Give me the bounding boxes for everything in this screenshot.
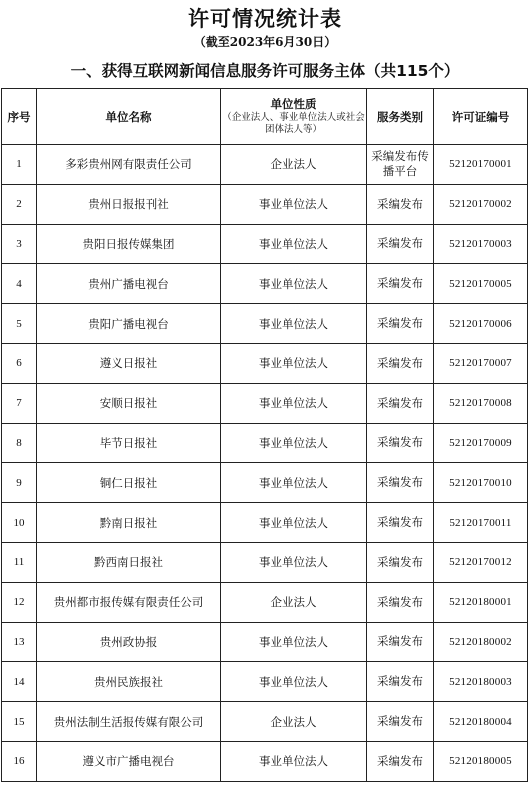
cell-service: 采编发布 — [367, 383, 434, 423]
cell-nature: 企业法人 — [221, 702, 367, 742]
cell-name: 遵义市广播电视台 — [37, 741, 221, 781]
cell-nature: 事业单位法人 — [221, 463, 367, 503]
table-row — [2, 582, 528, 622]
cell-nature: 企业法人 — [221, 582, 367, 622]
cell-no: 6 — [2, 343, 37, 383]
cell-no: 16 — [2, 741, 37, 781]
header-nature-note: （企业法人、事业单位法人或社会团体法人等） — [222, 112, 365, 135]
cell-service: 采编发布 — [367, 224, 434, 264]
table-row — [2, 503, 528, 543]
cell-service: 采编发布 — [367, 662, 434, 702]
cell-service: 采编发布 — [367, 264, 434, 304]
cell-license: 52120170009 — [434, 423, 528, 463]
cell-name: 黔西南日报社 — [37, 542, 221, 582]
table-row — [2, 224, 528, 264]
cell-no: 14 — [2, 662, 37, 702]
cell-license: 52120180001 — [434, 582, 528, 622]
cell-license: 52120170012 — [434, 542, 528, 582]
cell-name: 贵阳日报传媒集团 — [37, 224, 221, 264]
table-row — [2, 423, 528, 463]
cell-name: 贵州法制生活报传媒有限公司 — [37, 702, 221, 742]
cell-service: 采编发布 — [367, 622, 434, 662]
cell-nature: 事业单位法人 — [221, 741, 367, 781]
cell-service: 采编发布 — [367, 702, 434, 742]
cell-no: 4 — [2, 264, 37, 304]
cell-license: 52120170008 — [434, 383, 528, 423]
cell-nature: 事业单位法人 — [221, 343, 367, 383]
cell-service: 采编发布 — [367, 542, 434, 582]
cell-service: 采编发布 — [367, 503, 434, 543]
cell-name: 贵州日报报刊社 — [37, 184, 221, 224]
cell-license: 52120170002 — [434, 184, 528, 224]
cell-name: 遵义日报社 — [37, 343, 221, 383]
cell-nature: 事业单位法人 — [221, 224, 367, 264]
table-row — [2, 741, 528, 781]
cell-nature: 企业法人 — [221, 145, 367, 185]
cell-nature: 事业单位法人 — [221, 383, 367, 423]
cell-license: 52120170005 — [434, 264, 528, 304]
cell-service: 采编发布 — [367, 423, 434, 463]
cell-no: 15 — [2, 702, 37, 742]
cell-license: 52120180002 — [434, 622, 528, 662]
table-header-row — [2, 89, 528, 145]
cell-nature: 事业单位法人 — [221, 662, 367, 702]
cell-license: 52120180005 — [434, 741, 528, 781]
cell-name: 贵州政协报 — [37, 622, 221, 662]
cell-license: 52120170010 — [434, 463, 528, 503]
cell-name: 安顺日报社 — [37, 383, 221, 423]
cell-no: 12 — [2, 582, 37, 622]
cell-service: 采编发布 — [367, 184, 434, 224]
cell-nature: 事业单位法人 — [221, 264, 367, 304]
cell-no: 8 — [2, 423, 37, 463]
cell-license: 52120180003 — [434, 662, 528, 702]
cell-name: 贵阳广播电视台 — [37, 304, 221, 344]
table-row — [2, 702, 528, 742]
document-subtitle: （截至2023年6月30日） — [193, 35, 337, 49]
header-no: 序号 — [2, 89, 37, 145]
cell-no: 5 — [2, 304, 37, 344]
cell-no: 1 — [2, 145, 37, 185]
cell-service: 采编发布 — [367, 582, 434, 622]
table-row — [2, 383, 528, 423]
cell-name: 黔南日报社 — [37, 503, 221, 543]
cell-name: 贵州都市报传媒有限责任公司 — [37, 582, 221, 622]
cell-service: 采编发布 — [367, 741, 434, 781]
cell-no: 3 — [2, 224, 37, 264]
header-license: 许可证编号 — [434, 89, 528, 145]
cell-no: 2 — [2, 184, 37, 224]
cell-service: 采编发布 — [367, 343, 434, 383]
header-service: 服务类别 — [367, 89, 434, 145]
cell-service: 采编发布 — [367, 463, 434, 503]
header-name: 单位名称 — [37, 89, 221, 145]
cell-nature: 事业单位法人 — [221, 542, 367, 582]
cell-no: 7 — [2, 383, 37, 423]
document-title: 许可情况统计表 — [188, 6, 342, 31]
table-row — [2, 662, 528, 702]
table-row — [2, 463, 528, 503]
header-nature-label: 单位性质 — [270, 97, 317, 111]
table-row — [2, 184, 528, 224]
cell-license: 52120170007 — [434, 343, 528, 383]
cell-service: 采编发布传播平台 — [367, 145, 434, 185]
cell-license: 52120170001 — [434, 145, 528, 185]
cell-license: 52120170003 — [434, 224, 528, 264]
table-row — [2, 622, 528, 662]
cell-no: 9 — [2, 463, 37, 503]
cell-name: 毕节日报社 — [37, 423, 221, 463]
cell-license: 52120170006 — [434, 304, 528, 344]
cell-nature: 事业单位法人 — [221, 304, 367, 344]
cell-name: 铜仁日报社 — [37, 463, 221, 503]
cell-no: 11 — [2, 542, 37, 582]
cell-service: 采编发布 — [367, 304, 434, 344]
table-row — [2, 304, 528, 344]
cell-license: 52120180004 — [434, 702, 528, 742]
cell-name: 贵州广播电视台 — [37, 264, 221, 304]
section-heading: 一、获得互联网新闻信息服务许可服务主体（共115个） — [70, 62, 460, 80]
table-row — [2, 343, 528, 383]
table-row — [2, 145, 528, 185]
header-nature — [221, 89, 367, 145]
cell-license: 52120170011 — [434, 503, 528, 543]
cell-name: 多彩贵州网有限责任公司 — [37, 145, 221, 185]
cell-name: 贵州民族报社 — [37, 662, 221, 702]
cell-nature: 事业单位法人 — [221, 184, 367, 224]
table-body — [2, 145, 528, 782]
table-row — [2, 264, 528, 304]
cell-nature: 事业单位法人 — [221, 622, 367, 662]
table-row — [2, 542, 528, 582]
cell-no: 10 — [2, 503, 37, 543]
license-table — [1, 88, 528, 782]
cell-nature: 事业单位法人 — [221, 423, 367, 463]
cell-no: 13 — [2, 622, 37, 662]
cell-nature: 事业单位法人 — [221, 503, 367, 543]
